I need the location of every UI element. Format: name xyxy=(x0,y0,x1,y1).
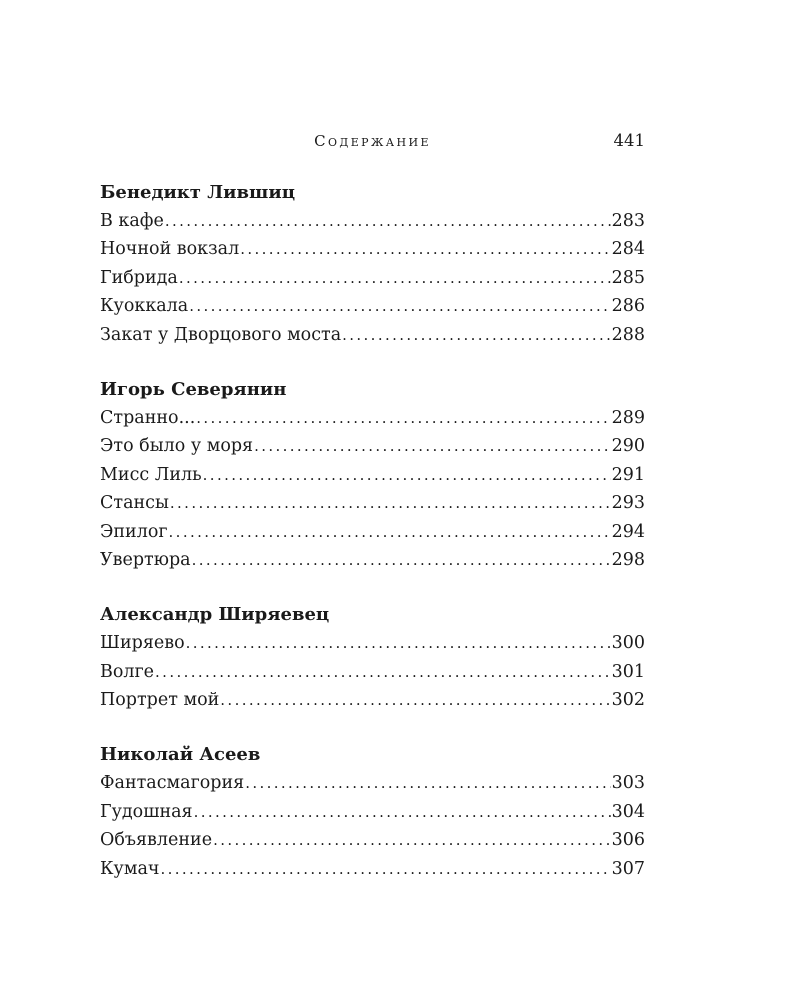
dot-leader xyxy=(203,461,611,489)
entry-title: Увертюра xyxy=(100,549,191,570)
toc-section xyxy=(100,740,645,883)
entry-page: 304 xyxy=(611,801,645,822)
toc-entry[interactable] xyxy=(100,826,645,854)
toc-section xyxy=(100,375,645,574)
dot-leader xyxy=(186,629,611,657)
dot-leader xyxy=(189,292,610,320)
entry-title: В кафе xyxy=(100,211,164,231)
page-number: 441 xyxy=(613,131,645,150)
running-title: Содержание xyxy=(314,132,431,150)
dot-leader xyxy=(254,432,610,460)
entry-title: Портрет мой xyxy=(100,690,220,711)
toc-entry[interactable] xyxy=(100,629,645,657)
dot-leader xyxy=(245,769,610,797)
dot-leader xyxy=(220,686,610,714)
entry-title: Эпилог xyxy=(100,521,168,542)
entry-page: 306 xyxy=(611,830,645,851)
toc-entry[interactable] xyxy=(100,769,645,797)
toc-entry[interactable] xyxy=(100,518,645,546)
entry-title: Фантасмагория xyxy=(100,773,245,794)
entry-page: 285 xyxy=(611,267,645,288)
entry-title: Закат у Дворцового моста xyxy=(100,324,342,345)
toc-entry[interactable] xyxy=(100,546,645,574)
toc-entry[interactable] xyxy=(100,264,645,292)
entry-title: Это было у моря xyxy=(100,436,254,457)
entry-title: Волге xyxy=(100,661,155,682)
entry-page: 293 xyxy=(611,493,645,514)
entry-page: 300 xyxy=(611,633,645,654)
toc-entry[interactable] xyxy=(100,461,645,489)
running-head xyxy=(100,128,645,156)
entry-page: 286 xyxy=(611,296,645,317)
dot-leader xyxy=(196,404,610,432)
dot-leader xyxy=(165,207,611,235)
entry-title: Мисс Лиль xyxy=(100,464,202,485)
entry-title: Гудошная xyxy=(100,801,193,822)
dot-leader xyxy=(342,321,610,349)
entry-page: 307 xyxy=(611,858,645,879)
entry-title: Ширяево xyxy=(100,633,185,654)
toc-entry[interactable] xyxy=(100,321,645,349)
entry-title: Ночной вокзал xyxy=(100,239,240,260)
entry-page: 294 xyxy=(611,521,645,542)
toc-entry[interactable] xyxy=(100,235,645,263)
entry-title: Объявление xyxy=(100,830,213,851)
dot-leader xyxy=(169,518,611,546)
entry-title: Кумач xyxy=(100,858,160,879)
toc-entry[interactable] xyxy=(100,855,645,883)
entry-page: 291 xyxy=(611,464,645,485)
dot-leader xyxy=(192,546,611,574)
entry-page: 302 xyxy=(611,690,645,711)
entry-page: 289 xyxy=(611,407,645,428)
entry-title: Куоккала xyxy=(100,296,189,317)
dot-leader xyxy=(213,826,611,854)
author-heading: Николай Асеев xyxy=(100,744,261,766)
toc-section xyxy=(100,178,645,349)
entry-page: 283 xyxy=(611,211,645,231)
dot-leader xyxy=(240,235,610,263)
entry-page: 290 xyxy=(611,436,645,457)
toc-entry[interactable] xyxy=(100,292,645,320)
toc-entry[interactable] xyxy=(100,686,645,714)
toc-entry[interactable] xyxy=(100,207,645,235)
dot-leader xyxy=(179,264,611,292)
toc-entry[interactable] xyxy=(100,432,645,460)
dot-leader xyxy=(160,855,610,883)
author-heading: Александр Ширяевец xyxy=(100,604,330,626)
entry-page: 284 xyxy=(611,239,645,260)
dot-leader xyxy=(170,489,611,517)
entry-page: 298 xyxy=(611,549,645,570)
toc-entry[interactable] xyxy=(100,404,645,432)
dot-leader xyxy=(194,798,611,826)
entry-title: Стансы xyxy=(100,493,169,514)
dot-leader xyxy=(155,658,611,686)
toc-entry[interactable] xyxy=(100,658,645,686)
toc-entry[interactable] xyxy=(100,798,645,826)
entry-title: Странно... xyxy=(100,407,196,428)
entry-page: 288 xyxy=(611,324,645,345)
author-heading: Бенедикт Лившиц xyxy=(100,182,295,203)
entry-page: 303 xyxy=(611,773,645,794)
entry-page: 301 xyxy=(611,661,645,682)
toc-section xyxy=(100,600,645,714)
toc-entry[interactable] xyxy=(100,489,645,517)
author-heading: Игорь Северянин xyxy=(100,378,287,400)
table-of-contents-page xyxy=(100,128,645,883)
entry-title: Гибрида xyxy=(100,267,178,288)
